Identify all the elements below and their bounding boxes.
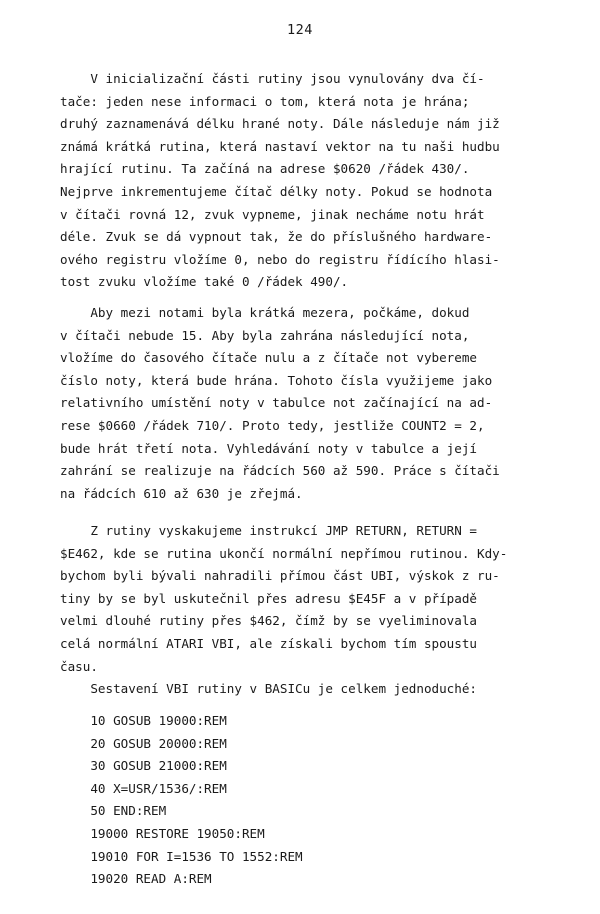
- basic-code-listing: [60, 710, 303, 891]
- text-line: bychom byli bývali nahradili přímou část UBI, výskok z ru-: [60, 568, 500, 584]
- paragraph-3: [60, 520, 570, 701]
- text-line: Sestavení VBI rutiny v BASICu je celkem jednoduché:: [60, 681, 478, 697]
- text-line: číslo noty, která bude hrána. Tohoto čísla využijeme jako: [60, 372, 493, 388]
- text-line: času.: [60, 658, 98, 674]
- text-line: Nejprve inkrementujeme čítač délky noty. Pokud se hodnota: [60, 183, 493, 199]
- text-line: relativního umístění noty v tabulce not začínající na ad-: [60, 395, 493, 411]
- text-line: velmi dlouhé rutiny přes $462, čímž by se vyeliminovala: [60, 613, 478, 629]
- text-line: déle. Zvuk se dá vypnout tak, že do příslušného hardware-: [60, 229, 493, 245]
- text-line: tost zvuku vložíme také 0 /řádek 490/.: [60, 274, 349, 290]
- code-line: 19020 READ A:REM: [60, 871, 212, 887]
- code-line: 10 GOSUB 19000:REM: [60, 713, 227, 728]
- text-line: zahrání se realizuje na řádcích 560 až 590. Práce s čítači: [60, 463, 500, 479]
- text-line: rese $0660 /řádek 710/. Proto tedy, jestliže COUNT2 = 2,: [60, 417, 485, 433]
- text-line: V inicializační části rutiny jsou vynulovány dva čí-: [60, 71, 485, 86]
- code-line: 19000 RESTORE 19050:REM: [60, 825, 265, 841]
- text-line: ového registru vložíme 0, nebo do registru řídícího hlasi-: [60, 251, 500, 267]
- text-line: vložíme do časového čítače nulu a z čítače not vybereme: [60, 350, 478, 366]
- text-line: Z rutiny vyskakujeme instrukcí JMP RETURN, RETURN =: [60, 523, 478, 538]
- text-line: bude hrát třetí nota. Vyhledávání noty v tabulce a její: [60, 440, 478, 456]
- page-number: 124: [287, 22, 313, 38]
- code-line: 20 GOSUB 20000:REM: [60, 735, 227, 751]
- paragraph-2: [60, 302, 570, 505]
- text-line: Aby mezi notami byla krátká mezera, počkáme, dokud: [60, 305, 470, 320]
- code-line: 30 GOSUB 21000:REM: [60, 758, 227, 774]
- text-line: $E462, kde se rutina ukončí normální nepřímou rutinou. Kdy-: [60, 545, 508, 561]
- text-line: na řádcích 610 až 630 je zřejmá.: [60, 485, 303, 501]
- text-line: známá krátká rutina, která nastaví vektor na tu naši hudbu: [60, 138, 500, 154]
- code-line: 50 END:REM: [60, 803, 167, 819]
- text-line: v čítači nebude 15. Aby byla zahrána následující nota,: [60, 327, 470, 343]
- text-line: tiny by se byl uskutečnil přes adresu $E45F a v případě: [60, 590, 478, 606]
- text-line: tače: jeden nese informaci o tom, která nota je hrána;: [60, 93, 470, 109]
- text-line: v čítači rovná 12, zvuk vypneme, jinak necháme notu hrát: [60, 206, 485, 222]
- code-line: 19010 FOR I=1536 TO 1552:REM: [60, 848, 303, 864]
- paragraph-1: [60, 68, 570, 294]
- code-line: 40 X=USR/1536/:REM: [60, 780, 227, 796]
- text-line: druhý zaznamenává délku hrané noty. Dále následuje nám již: [60, 116, 500, 132]
- text-line: hrající rutinu. Ta začíná na adrese $0620 /řádek 430/.: [60, 161, 470, 177]
- text-line: celá normální ATARI VBI, ale získali bychom tím spoustu: [60, 635, 478, 651]
